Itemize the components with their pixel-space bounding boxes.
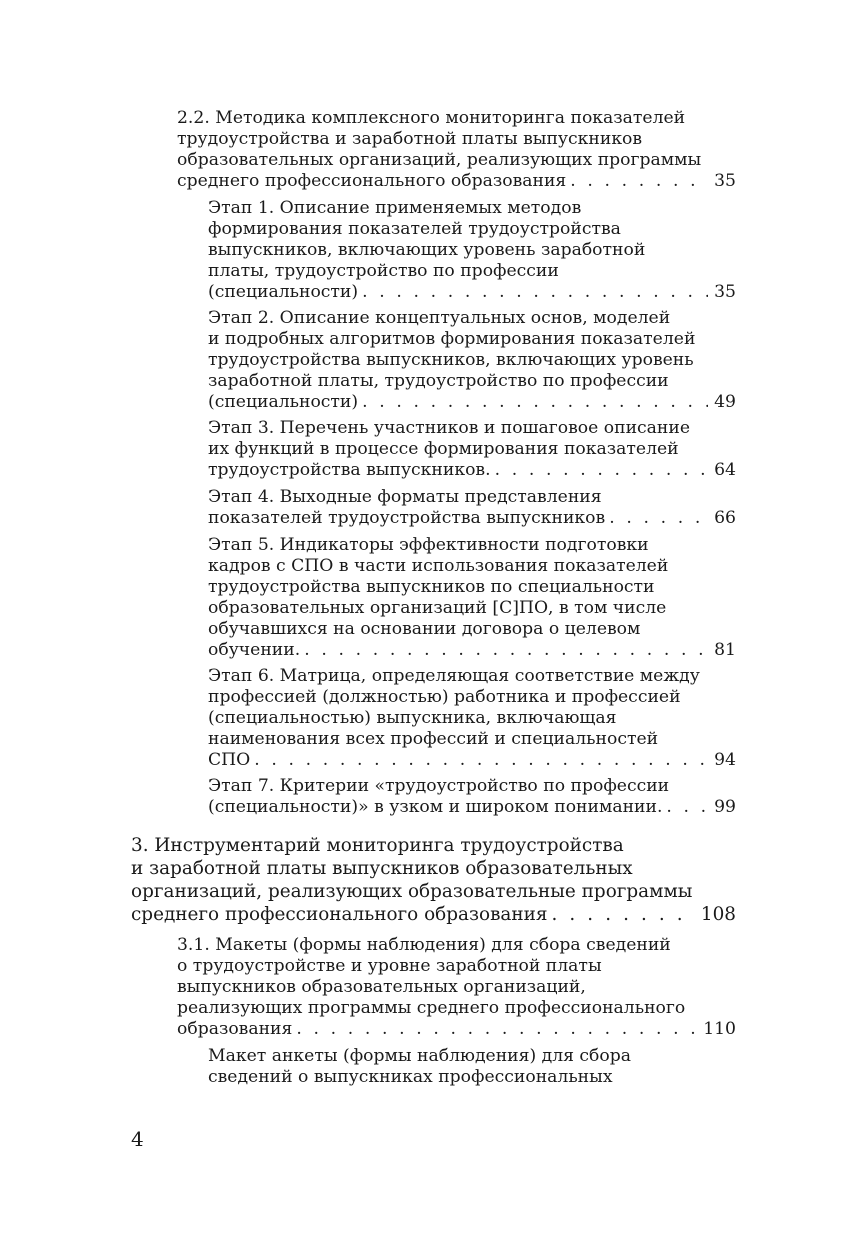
toc-entry-line: среднего профессионального образования [177, 171, 567, 191]
toc-entry-line: 3.1. Макеты (формы наблюдения) для сбора сведений [177, 935, 671, 955]
toc-entry-line: Этап 3. Перечень участников и пошаговое описание [208, 418, 691, 438]
toc-entry-line: их функций в процессе формирования показателей [208, 439, 679, 459]
toc-entry-line: Этап 6. Матрица, определяющая соответствие между [208, 666, 700, 686]
toc-entry-line: профессией (должностью) работника и профессией [208, 687, 681, 707]
toc-page-ref: 49 [714, 392, 736, 412]
toc-page-ref: 66 [714, 508, 736, 528]
toc-entry-stage-5[interactable] [208, 535, 736, 661]
toc-page-ref: 35 [714, 282, 736, 302]
toc-entry-line: Этап 1. Описание применяемых методов [208, 198, 582, 218]
toc-entry-line: показателей трудоустройства выпускников [208, 508, 606, 528]
toc-entry-stage-4[interactable] [208, 487, 736, 529]
toc-entry-line: организаций, реализующих образовательные программы [131, 881, 693, 902]
toc-entry-line: (специальности) [208, 282, 359, 302]
toc-page-ref: 35 [714, 171, 736, 191]
toc-entry-chapter-3[interactable] [131, 834, 736, 926]
toc-entry-stage-6[interactable] [208, 666, 736, 771]
toc-page-ref: 99 [714, 797, 736, 817]
toc-entry-line: (специальностью) выпускника, включающая [208, 708, 617, 728]
toc-entry-line: обучавшихся на основании договора о целевом [208, 619, 641, 639]
toc-entry-line: образовательных организаций [С]ПО, в том числе [208, 598, 667, 618]
toc-entry-line: платы, трудоустройство по профессии [208, 261, 559, 281]
toc-page-ref: 108 [700, 904, 736, 925]
toc-entry-survey-layout[interactable] [208, 1046, 736, 1088]
toc-entry-line: Этап 5. Индикаторы эффективности подготовки [208, 535, 649, 555]
toc-entry-line: трудоустройства выпускников. [208, 460, 491, 480]
dot-leader [495, 460, 709, 481]
toc-entry-line: (специальности) [208, 392, 359, 412]
toc-entry-line: 3. Инструментарий мониторинга трудоустройства [131, 835, 624, 856]
toc-entry-line: образовательных организаций, реализующих программы [177, 150, 702, 170]
dot-leader [666, 797, 708, 818]
dot-leader [254, 750, 708, 771]
toc-entry-line: трудоустройства выпускников по специальности [208, 577, 655, 597]
toc-entry-line: выпускников образовательных организаций, [177, 977, 586, 997]
toc-entry-line: обучении. [208, 640, 301, 660]
toc-entry-line: (специальности)» в узком и широком понимании. [208, 797, 663, 817]
toc-entry-line: о трудоустройстве и уровне заработной платы [177, 956, 602, 976]
toc-entry-line: сведений о выпускниках профессиональных [208, 1067, 613, 1087]
page-number: 4 [131, 1127, 144, 1151]
toc-entry-line: Этап 2. Описание концептуальных основ, моделей [208, 308, 671, 328]
toc-entry-2-2[interactable] [177, 108, 736, 192]
toc-entry-line: и подробных алгоритмов формирования показателей [208, 329, 696, 349]
toc-entry-stage-1[interactable] [208, 198, 736, 303]
toc-entry-line: образования [177, 1019, 293, 1039]
toc-entry-stage-7[interactable] [208, 776, 736, 818]
toc-entry-line: наименования всех профессий и специальностей [208, 729, 659, 749]
toc-entry-line: Этап 4. Выходные форматы представления [208, 487, 602, 507]
toc-entry-line: 2.2. Методика комплексного мониторинга показателей [177, 108, 686, 128]
toc-page-ref: 81 [714, 640, 736, 660]
dot-leader [552, 903, 695, 926]
toc-entry-line: и заработной платы выпускников образовательных [131, 858, 633, 879]
toc-entry-line: трудоустройства выпускников, включающих уровень [208, 350, 694, 370]
toc-page-ref: 94 [714, 750, 736, 770]
toc-entry-line: среднего профессионального образования [131, 904, 548, 925]
toc-entry-stage-2[interactable] [208, 308, 736, 413]
toc-entry-stage-3[interactable] [208, 418, 736, 481]
toc-entry-line: реализующих программы среднего профессионального [177, 998, 686, 1018]
dot-leader [609, 508, 708, 529]
toc-entry-line: трудоустройства и заработной платы выпускников [177, 129, 643, 149]
toc-entry-line: формирования показателей трудоустройства [208, 219, 621, 239]
dot-leader [296, 1019, 697, 1040]
toc-entry-line: кадров с СПО в части использования показателей [208, 556, 669, 576]
toc-entry-line: Макет анкеты (формы наблюдения) для сбора [208, 1046, 632, 1066]
dot-leader [362, 282, 708, 303]
toc-entry-3-1[interactable] [177, 935, 736, 1040]
dot-leader [570, 171, 708, 192]
toc-entry-line: заработной платы, трудоустройство по профессии [208, 371, 669, 391]
toc-entry-line: выпускников, включающих уровень заработной [208, 240, 646, 260]
toc-entry-line: СПО [208, 750, 251, 770]
toc-page-ref: 110 [703, 1019, 736, 1039]
dot-leader [304, 640, 708, 661]
toc-entry-line: Этап 7. Критерии «трудоустройство по профессии [208, 776, 670, 796]
toc-page-ref: 64 [714, 460, 736, 480]
dot-leader [362, 392, 708, 413]
